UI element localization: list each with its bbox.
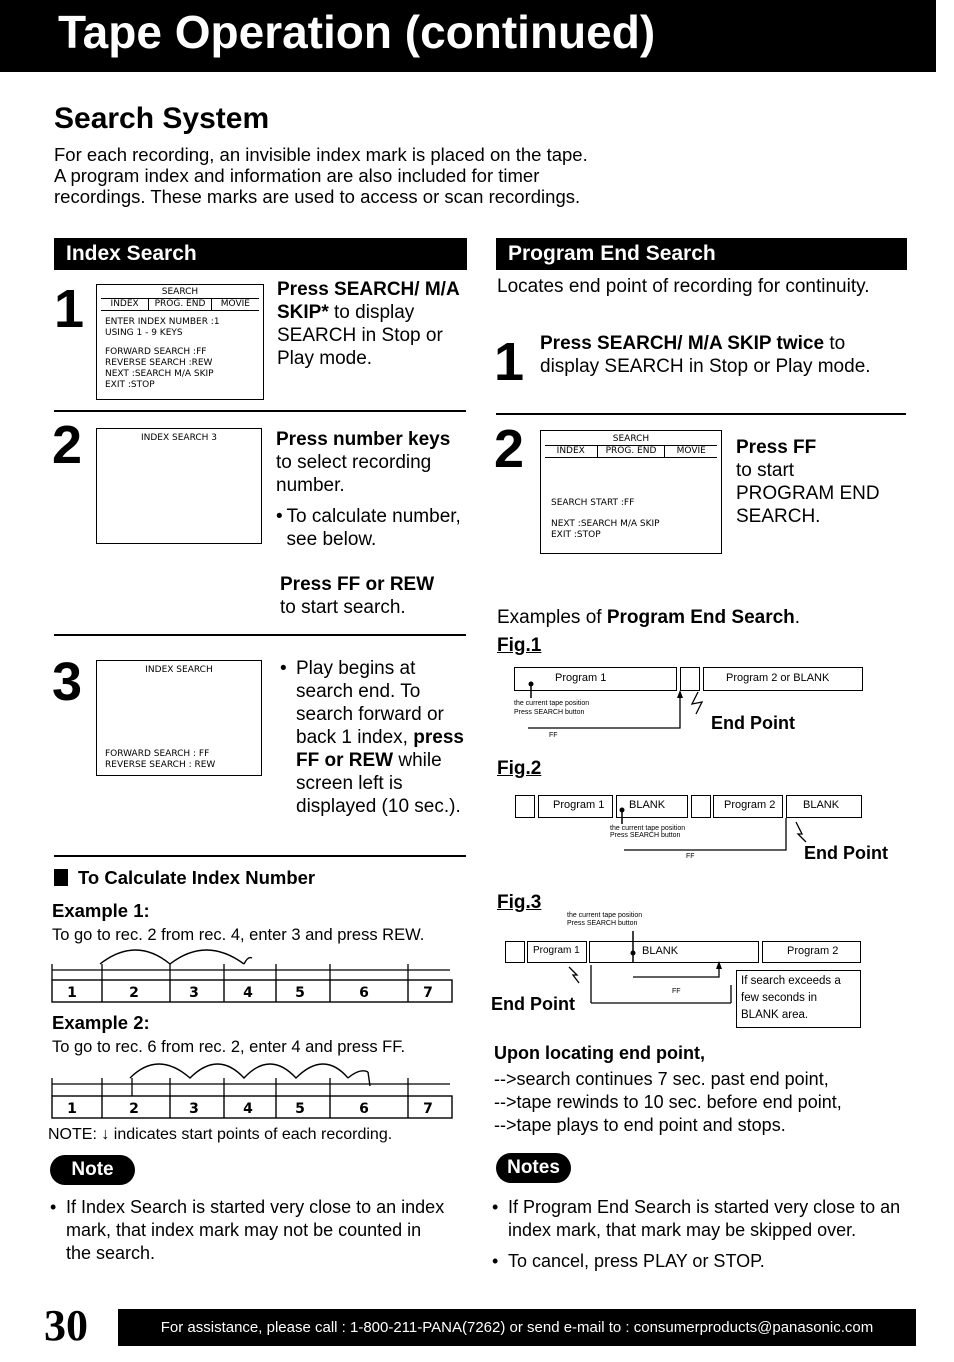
cell-label: 2 [129, 1101, 139, 1117]
osd-top: SEARCH [612, 434, 650, 444]
step2-text: Press number keys to select recording number. • To calculate number, see below. [276, 428, 476, 551]
step3-bold: press FF or REW [296, 727, 464, 771]
notes-badge: Notes [496, 1153, 571, 1183]
fig1-program1-label: Program 1 [555, 672, 607, 684]
step2-bold: Press number keys [276, 429, 451, 450]
page-title: Tape Operation (continued) [58, 6, 656, 58]
fig2-blank2-label: BLANK [803, 799, 840, 811]
cell-label: 1 [67, 985, 77, 1001]
fig1-program2 [703, 667, 863, 691]
osd-screen [96, 284, 264, 400]
pes-step2-text [736, 436, 896, 528]
osd-line: REVERSE SEARCH :REW [105, 358, 213, 368]
osd-screen [96, 660, 262, 776]
osd-tab: PROG. END [597, 446, 666, 457]
step1-text [277, 278, 469, 370]
cell-label: 7 [423, 985, 433, 1001]
fig3-blank-label: BLANK [642, 945, 679, 957]
osd-line: SEARCH START :FF [551, 498, 635, 508]
osd-title: INDEX SEARCH 3 [140, 433, 218, 443]
step-number: 1 [494, 332, 525, 392]
divider [54, 855, 466, 857]
fig3-program2 [762, 941, 861, 963]
fig3-note: If search exceeds a few seconds in BLANK area. [736, 970, 861, 1028]
ff-rew-text [280, 573, 470, 619]
cell-label: 4 [243, 985, 253, 1001]
osd-line: USING 1 - 9 KEYS [105, 328, 183, 338]
fig2-end-point: End Point [804, 843, 888, 863]
osd-title: INDEX SEARCH [145, 665, 213, 675]
cell-label: 6 [359, 985, 369, 1001]
fig3-ff: FF [672, 988, 681, 995]
fig1-arrows [510, 674, 710, 744]
pes-step1-bold: Press SEARCH/ M/A SKIP twice [540, 333, 825, 354]
divider [54, 410, 466, 412]
index-search-title: Index Search [54, 238, 467, 270]
example2-diagram [48, 1056, 458, 1122]
step2-bullet: To calculate number, see below. [286, 506, 461, 550]
square-bullet-icon [54, 869, 68, 886]
notes-item-text: To cancel, press PLAY or STOP. [508, 1251, 765, 1271]
footer-bar: For assistance, please call : 1-800-211-PANA(7262) or send e-mail to : consumerproducts@panasonic.com [118, 1309, 916, 1346]
osd-tab: INDEX [556, 446, 585, 456]
fig1-ff: FF [549, 732, 558, 739]
intro-text: For each recording, an invisible index mark is placed on the tape. A program index and information are also included for timer recordings. These marks are used to access or scan recordings. [54, 144, 588, 207]
osd-top: SEARCH [161, 287, 199, 297]
fig3-program1-label: Program 1 [533, 945, 580, 956]
ff-rew-bold: Press FF or REW [280, 574, 435, 595]
step-number: 3 [52, 652, 83, 712]
notes-item-text: If Program End Search is started very close to an index mark, that mark may be skipped over. [508, 1197, 901, 1240]
osd-line: FORWARD SEARCH : FF [105, 749, 210, 759]
osd-screen [96, 428, 262, 544]
osd-line: NEXT :SEARCH M/A SKIP [105, 369, 214, 379]
divider [54, 634, 466, 636]
fig3-label: Fig.3 [497, 892, 542, 913]
note-badge: Note [50, 1155, 135, 1185]
osd-tab: MOVIE [220, 299, 250, 309]
example1-diagram [48, 944, 458, 1006]
osd-line: FORWARD SEARCH :FF [105, 347, 207, 357]
cell-label: 5 [295, 985, 305, 1001]
osd-line: NEXT :SEARCH M/A SKIP [551, 519, 660, 529]
fig2-press: Press SEARCH button [610, 832, 681, 839]
upon-line: -->search continues 7 sec. past end point, [494, 1069, 829, 1089]
fig1-press: Press SEARCH button [514, 709, 585, 716]
step3-text1: Play begins at search end. To search forward or back 1 index, [296, 658, 444, 748]
pes-step2-bold: Press FF [736, 437, 817, 458]
calc-title: To Calculate Index Number [78, 867, 316, 888]
calc-note: NOTE: ↓ indicates start points of each recording. [48, 1126, 393, 1143]
fig3-arrows [555, 925, 740, 1005]
fig2-program2-label: Program 2 [724, 799, 776, 811]
section-title: Search System [54, 102, 270, 135]
pes-step2-rest: to start PROGRAM END SEARCH. [736, 460, 880, 527]
upon-line: -->tape rewinds to 10 sec. before end point, [494, 1092, 842, 1112]
program-end-search-title: Program End Search [496, 238, 907, 270]
osd-line: EXIT :STOP [551, 530, 601, 540]
upon-title: Upon locating end point, [494, 1043, 705, 1063]
divider [496, 413, 906, 415]
note-left-text: If Index Search is started very close to an index mark, that index mark may not be counted in the search. [66, 1197, 445, 1263]
step-number: 1 [54, 279, 85, 339]
example1-title: Example 1: [52, 900, 150, 921]
cell-label: 4 [243, 1101, 253, 1117]
step1-bold: Press SEARCH/ M/A SKIP* [277, 279, 459, 323]
step-number: 2 [494, 419, 525, 479]
cell-label: 1 [67, 1101, 77, 1117]
osd-line: REVERSE SEARCH : REW [105, 760, 216, 770]
fig2-ff: FF [686, 853, 695, 860]
example2-title: Example 2: [52, 1012, 150, 1033]
fig3-cur: the current tape position [567, 912, 643, 919]
examples-prefix: Examples of [497, 607, 602, 628]
osd-tab: INDEX [110, 299, 139, 309]
fig3-program2-label: Program 2 [787, 945, 839, 957]
osd-screen [540, 430, 722, 554]
list-item: • To cancel, press PLAY or STOP. [492, 1251, 765, 1271]
fig2-label: Fig.2 [497, 758, 542, 779]
osd-tab: MOVIE [676, 446, 706, 456]
osd-tab: PROG. END [148, 299, 211, 310]
example2-text: To go to rec. 6 from rec. 2, enter 4 and press FF. [52, 1038, 406, 1056]
step-number: 2 [52, 415, 83, 475]
examples-heading: Examples of Program End Search. [497, 607, 801, 628]
fig2-blank-label: BLANK [629, 799, 666, 811]
upon-line: -->tape plays to end point and stops. [494, 1115, 786, 1135]
fig3-press: Press SEARCH button [567, 920, 638, 927]
fig1-cur: the current tape position [514, 700, 590, 707]
osd-line: EXIT :STOP [105, 380, 155, 390]
fig3-end-point: End Point [491, 994, 575, 1014]
notes-right-list [492, 1196, 902, 1273]
example1-text: To go to rec. 2 from rec. 4, enter 3 and press REW. [52, 926, 425, 944]
fig2-cur: the current tape position [610, 825, 686, 832]
step3-text2: while screen left is displayed (10 sec.). [296, 750, 461, 817]
cell-label: 2 [129, 985, 139, 1001]
fig2-arrows [600, 800, 820, 860]
pes-step1-rest: to display SEARCH in Stop or Play mode. [540, 333, 871, 377]
osd-line: ENTER INDEX NUMBER :1 [105, 317, 220, 327]
index-mark-icon [505, 941, 525, 963]
upon-list [494, 1068, 914, 1137]
fig1-program2-label: Program 2 or BLANK [726, 672, 830, 684]
fig1-end-point: End Point [711, 713, 795, 733]
index-mark-icon [515, 795, 535, 818]
step1-rest: to display SEARCH in Stop or Play mode. [277, 302, 443, 369]
ff-rew-rest: to start search. [280, 597, 406, 618]
pes-desc: Locates end point of recording for continuity. [497, 276, 870, 297]
pes-step1-text [540, 332, 880, 378]
page-number: 30 [44, 1301, 88, 1350]
cell-label: 3 [189, 985, 199, 1001]
step3-text: • Play begins at search end. To search forward or back 1 index, press FF or REW while screen left is displayed (10 sec.). [280, 658, 464, 817]
list-item: • If Program End Search is started very close to an index mark, that mark may be skipped over. [492, 1197, 901, 1240]
step2-rest: to select recording number. [276, 452, 432, 496]
cell-label: 3 [189, 1101, 199, 1117]
note-left: • If Index Search is started very close to an index mark, that index mark may not be counted in the search. [50, 1196, 450, 1265]
fig1-label: Fig.1 [497, 635, 542, 656]
examples-bold: Program End Search [606, 607, 795, 628]
cell-label: 5 [295, 1101, 305, 1117]
fig2-program1-label: Program 1 [553, 799, 605, 811]
cell-label: 7 [423, 1101, 433, 1117]
cell-label: 6 [359, 1101, 369, 1117]
